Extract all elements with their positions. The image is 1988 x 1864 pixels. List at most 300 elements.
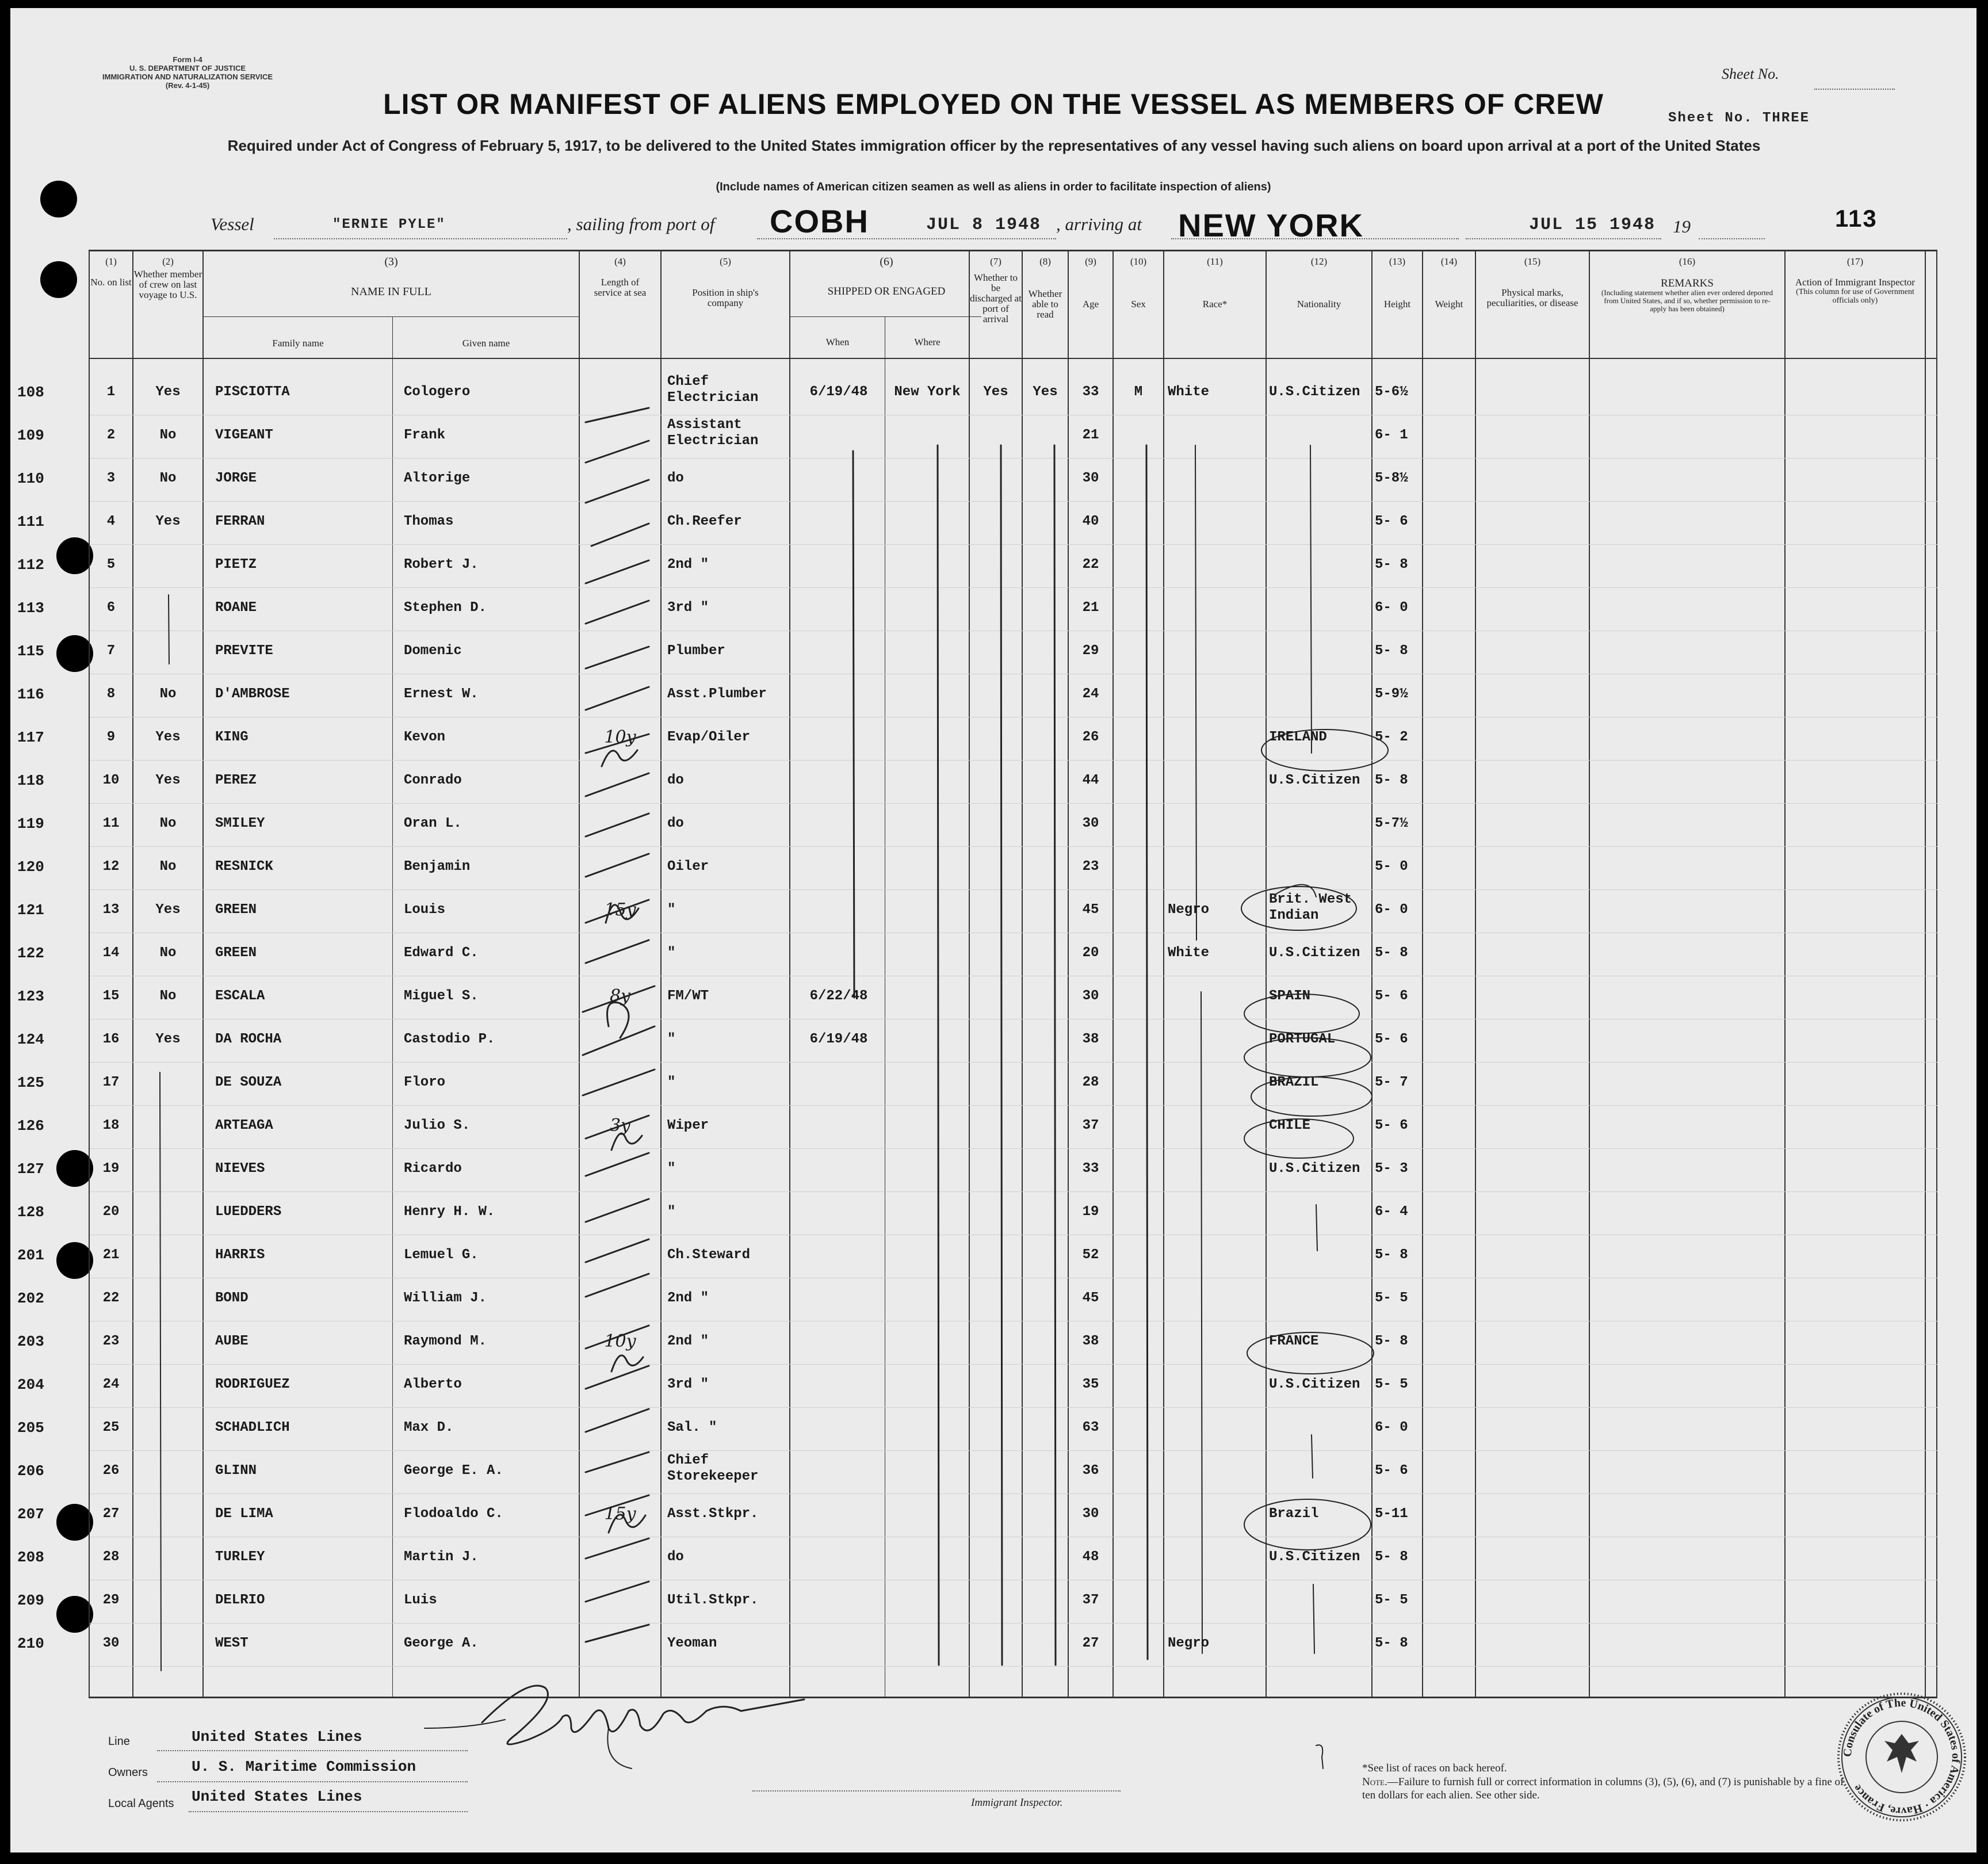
cell-prev: Yes [155, 773, 181, 788]
cell-age: 45 [1082, 902, 1099, 918]
cell-no: 16 [102, 1032, 120, 1047]
cell-age: 30 [1082, 816, 1099, 831]
cell-service: 15y [604, 1504, 636, 1524]
cell-family: BOND [215, 1290, 248, 1306]
cell-no: 13 [102, 902, 120, 918]
cell-position: Chief Storekeeper [667, 1453, 759, 1484]
cell-height: 5- 7 [1375, 1075, 1408, 1090]
cell-ref: 208 [17, 1549, 44, 1566]
col4-header: (4) Length of service at sea [594, 256, 647, 298]
cell-no: 17 [102, 1075, 120, 1090]
cell-ref: 201 [17, 1247, 44, 1264]
cell-service: 8y [609, 986, 631, 1006]
cell-family: TURLEY [215, 1549, 265, 1565]
cell-age: 37 [1082, 1592, 1099, 1608]
cell-ref: 119 [17, 815, 44, 832]
cell-nationality: IRELAND [1269, 729, 1327, 745]
col10-header: (10) Sex [1130, 256, 1147, 310]
cell-ref: 205 [17, 1419, 44, 1437]
cell-no: 23 [102, 1334, 120, 1349]
col6-header: (6) SHIPPED OR ENGAGED [827, 255, 946, 297]
col5-header: (5) Position in ship's company [692, 256, 759, 308]
cell-read: Yes [1033, 384, 1058, 400]
cell-given: Raymond M. [404, 1334, 487, 1349]
cell-age: 36 [1082, 1463, 1099, 1479]
arrival-date: JUL 15 1948 [1529, 215, 1656, 235]
cell-where: New York [894, 384, 961, 400]
cell-race: White [1168, 945, 1210, 961]
cell-position: Asst.Stkpr. [667, 1506, 759, 1522]
cell-height: 5- 8 [1375, 945, 1408, 961]
cell-ref: 118 [17, 772, 44, 789]
cell-given: Max D. [404, 1420, 454, 1435]
handwritten-marks [10, 8, 1976, 1852]
cell-ref: 204 [17, 1376, 44, 1393]
cell-no: 20 [102, 1204, 120, 1220]
form-number: Form I-4 [173, 55, 202, 64]
owners-label: Owners [108, 1766, 148, 1779]
cell-height: 5- 3 [1375, 1161, 1408, 1177]
cell-given: Flodoaldo C. [404, 1506, 503, 1522]
cell-height: 5-9½ [1375, 686, 1408, 702]
cell-family: ARTEAGA [215, 1118, 273, 1133]
cell-family: LUEDDERS [215, 1204, 282, 1220]
cell-position: 2nd " [667, 557, 709, 572]
cell-position: Plumber [667, 643, 725, 659]
department-name: U. S. DEPARTMENT OF JUSTICE [129, 64, 246, 72]
cell-given: Luis [404, 1592, 437, 1608]
cell-race: Negro [1168, 902, 1210, 918]
cell-position: Asst.Plumber [667, 686, 767, 702]
cell-nationality: PORTUGAL [1269, 1032, 1336, 1047]
cell-family: AUBE [215, 1334, 248, 1349]
cell-position: Sal. " [667, 1420, 717, 1435]
cell-family: PREVITE [215, 643, 273, 659]
include-note: (Include names of American citizen seamen as well as aliens in order to facilitate inspection of aliens) [716, 181, 1271, 193]
cell-family: GREEN [215, 902, 257, 918]
cell-position: Yeoman [667, 1636, 717, 1651]
to-port: NEW YORK [1178, 207, 1364, 243]
cell-given: Benjamin [404, 859, 471, 874]
cell-ref: 109 [17, 427, 44, 444]
cell-service: 10y [604, 727, 636, 747]
col14-header: (14) Weight [1435, 256, 1463, 310]
cell-position: " [667, 945, 676, 961]
cell-family: ESCALA [215, 988, 265, 1004]
cell-given: Martin J. [404, 1549, 479, 1565]
cell-position: 2nd " [667, 1290, 709, 1306]
cell-family: WEST [215, 1636, 248, 1651]
cell-given: Cologero [404, 384, 471, 400]
cell-height: 5- 8 [1375, 643, 1408, 659]
cell-service: 10y [604, 1331, 636, 1351]
cell-height: 6- 0 [1375, 902, 1408, 918]
cell-given: Oran L. [404, 816, 462, 831]
sheet-no-stamp: Sheet No. THREE [1668, 110, 1810, 126]
cell-height: 5- 6 [1375, 988, 1408, 1004]
cell-age: 35 [1082, 1377, 1099, 1392]
inspector-dots [752, 1790, 1121, 1792]
cell-given: Frank [404, 427, 446, 443]
cell-age: 21 [1082, 600, 1099, 616]
cell-no: 2 [106, 427, 116, 443]
cell-no: 6 [106, 600, 116, 616]
cell-family: SMILEY [215, 816, 265, 831]
cell-given: Alberto [404, 1377, 462, 1392]
cell-position: Assistant Electrician [667, 417, 759, 449]
cell-no: 10 [102, 773, 120, 788]
cell-family: DE LIMA [215, 1506, 273, 1522]
cell-prev: Yes [155, 514, 181, 529]
cell-ref: 206 [17, 1462, 44, 1480]
cell-given: Henry H. W. [404, 1204, 495, 1220]
cell-ref: 110 [17, 470, 44, 487]
line-dots [157, 1750, 468, 1751]
cell-height: 5- 8 [1375, 557, 1408, 572]
cell-family: RODRIGUEZ [215, 1377, 290, 1392]
owners-dots [157, 1781, 468, 1782]
cell-age: 38 [1082, 1032, 1099, 1047]
cell-no: 9 [106, 729, 116, 745]
cell-when: 6/19/48 [809, 1032, 868, 1047]
cell-service: 3y [609, 1116, 631, 1136]
cell-race: White [1168, 384, 1210, 400]
cell-height: 5- 6 [1375, 514, 1408, 529]
manifest-sheet [10, 8, 1976, 1852]
cell-age: 33 [1082, 384, 1099, 400]
cell-no: 14 [102, 945, 120, 961]
cell-height: 5- 8 [1375, 773, 1408, 788]
cell-position: Evap/Oiler [667, 729, 751, 745]
cell-nationality: U.S.Citizen [1269, 1377, 1360, 1392]
cell-position: " [667, 1204, 676, 1220]
cell-given: Conrado [404, 773, 462, 788]
cell-family: JORGE [215, 471, 257, 486]
cell-given: William J. [404, 1290, 487, 1306]
cell-family: KING [215, 729, 248, 745]
cell-family: D'AMBROSE [215, 686, 290, 702]
cell-no: 4 [106, 514, 116, 529]
cell-position: 3rd " [667, 600, 709, 616]
col3-header: (3) NAME IN FULL [351, 255, 431, 298]
cell-height: 5- 0 [1375, 859, 1408, 874]
cell-position: " [667, 1032, 676, 1047]
cell-given: Stephen D. [404, 600, 487, 616]
where-header: Where [914, 337, 941, 347]
cell-ref: 209 [17, 1592, 44, 1609]
cell-family: PISCIOTTA [215, 384, 290, 400]
col15-header: (15) Physical marks, peculiarities, or disease [1486, 256, 1578, 308]
cell-no: 8 [106, 686, 116, 702]
cell-nationality: U.S.Citizen [1269, 945, 1360, 961]
cell-prev: Yes [155, 1032, 181, 1047]
cell-age: 27 [1082, 1636, 1099, 1651]
col2-header: (2) Whether member of crew on last voyage to U.S. [133, 256, 202, 300]
cell-family: PEREZ [215, 773, 257, 788]
cell-ref: 117 [17, 729, 44, 746]
cell-prev: Yes [155, 902, 181, 918]
cell-ref: 112 [17, 556, 44, 574]
cell-given: Kevon [404, 729, 446, 745]
cell-height: 6- 0 [1375, 600, 1408, 616]
cell-given: Castodio P. [404, 1032, 495, 1047]
cell-no: 19 [102, 1161, 120, 1177]
cell-prev: Yes [155, 384, 181, 400]
cell-age: 63 [1082, 1420, 1099, 1435]
col13-header: (13) Height [1383, 256, 1411, 310]
cell-given: Thomas [404, 514, 454, 529]
cell-height: 6- 0 [1375, 1420, 1408, 1435]
cell-no: 11 [102, 816, 120, 831]
vessel-label: Vessel [211, 214, 254, 234]
cell-family: HARRIS [215, 1247, 265, 1263]
cell-given: Ernest W. [404, 686, 479, 702]
cell-sex: M [1134, 384, 1143, 400]
cell-age: 33 [1082, 1161, 1099, 1177]
cell-ref: 115 [17, 643, 44, 660]
page-number: 113 [1835, 205, 1878, 232]
cell-family: PIETZ [215, 557, 257, 572]
col12-header: (12) Nationality [1297, 256, 1341, 310]
cell-height: 6- 4 [1375, 1204, 1408, 1220]
cell-no: 26 [102, 1463, 120, 1479]
cell-position: do [667, 471, 684, 486]
cell-family: GLINN [215, 1463, 257, 1479]
cell-no: 28 [102, 1549, 120, 1565]
cell-ref: 126 [17, 1117, 44, 1135]
cell-position: 3rd " [667, 1377, 709, 1392]
given-name-header: Given name [462, 338, 510, 349]
cell-family: SCHADLICH [215, 1420, 290, 1435]
cell-given: Ricardo [404, 1161, 462, 1177]
cell-ref: 124 [17, 1031, 44, 1048]
line-value: United States Lines [192, 1728, 362, 1745]
cell-height: 5- 6 [1375, 1118, 1408, 1133]
cell-position: do [667, 816, 684, 831]
cell-when: 6/19/48 [809, 384, 868, 400]
cell-height: 5- 5 [1375, 1290, 1408, 1306]
cell-prev: No [159, 471, 177, 486]
cell-prev: No [159, 859, 177, 874]
cell-family: NIEVES [215, 1161, 265, 1177]
cell-position: do [667, 1549, 684, 1565]
cell-no: 18 [102, 1118, 120, 1133]
cell-ref: 123 [17, 988, 44, 1005]
cell-family: DE SOUZA [215, 1075, 282, 1090]
cell-given: Edward C. [404, 945, 479, 961]
cell-age: 28 [1082, 1075, 1099, 1090]
cell-height: 5- 5 [1375, 1592, 1408, 1608]
cell-age: 45 [1082, 1290, 1099, 1306]
cell-family: RESNICK [215, 859, 273, 874]
cell-ref: 125 [17, 1074, 44, 1091]
cell-ref: 202 [17, 1290, 44, 1307]
cell-given: Miguel S. [404, 988, 479, 1004]
cell-nationality: CHILE [1269, 1118, 1311, 1133]
arriving-label: , arriving at [1056, 214, 1142, 234]
cell-age: 40 [1082, 514, 1099, 529]
col11-header: (11) Race* [1202, 256, 1228, 310]
cell-age: 26 [1082, 729, 1099, 745]
cell-age: 44 [1082, 773, 1099, 788]
cell-position: " [667, 1161, 676, 1177]
cell-nationality: Brazil [1269, 1506, 1319, 1522]
cell-age: 19 [1082, 1204, 1099, 1220]
cell-age: 30 [1082, 1506, 1099, 1522]
col1-header: (1) No. on list [90, 256, 132, 288]
cell-height: 5-11 [1375, 1506, 1408, 1522]
cell-age: 23 [1082, 859, 1099, 874]
cell-ref: 111 [17, 513, 44, 530]
when-header: When [825, 337, 850, 347]
cell-no: 3 [106, 471, 116, 486]
cell-ref: 122 [17, 945, 44, 962]
cell-age: 37 [1082, 1118, 1099, 1133]
agents-value: United States Lines [192, 1788, 362, 1805]
cell-age: 30 [1082, 988, 1099, 1004]
inspector-label: Immigrant Inspector. [971, 1797, 1063, 1809]
cell-when: 6/22/48 [809, 988, 868, 1004]
cell-age: 52 [1082, 1247, 1099, 1263]
cell-height: 5- 8 [1375, 1334, 1408, 1349]
cell-nationality: Brit. West Indian [1269, 892, 1352, 923]
col7-header: (7) Whether to be discharged at port of arrival [970, 256, 1022, 324]
col9-header: (9) Age [1082, 256, 1099, 310]
cell-ref: 121 [17, 902, 44, 919]
cell-position: 2nd " [667, 1334, 709, 1349]
cell-age: 48 [1082, 1549, 1099, 1565]
cell-service: 15y [604, 900, 636, 920]
line-label: Line [108, 1735, 130, 1748]
cell-no: 7 [106, 643, 116, 659]
cell-no: 5 [106, 557, 116, 572]
cell-height: 5- 5 [1375, 1377, 1408, 1392]
cell-no: 29 [102, 1592, 120, 1608]
cell-given: Domenic [404, 643, 462, 659]
sheet-no-label: Sheet No. [1722, 66, 1779, 82]
cell-ref: 116 [17, 686, 44, 703]
cell-height: 6- 1 [1375, 427, 1408, 443]
sailing-label: , sailing from port of [567, 214, 715, 234]
agents-label: Local Agents [108, 1797, 174, 1810]
cell-prev: No [159, 686, 177, 702]
cell-given: Floro [404, 1075, 446, 1090]
cell-no: 22 [102, 1290, 120, 1306]
cell-nationality: U.S.Citizen [1269, 773, 1360, 788]
cell-race: Negro [1168, 1636, 1210, 1651]
cell-nationality: U.S.Citizen [1269, 1161, 1360, 1177]
cell-family: DELRIO [215, 1592, 265, 1608]
cell-no: 1 [106, 384, 116, 400]
cell-given: Louis [404, 902, 446, 918]
cell-height: 5- 2 [1375, 729, 1408, 745]
cell-ref: 113 [17, 599, 44, 617]
from-port: COBH [770, 203, 869, 239]
cell-height: 5- 8 [1375, 1247, 1408, 1263]
cell-age: 22 [1082, 557, 1099, 572]
seal-text: Consulate of The United States of America · Havre, France [1841, 1696, 1963, 1818]
form-revision: (Rev. 4-1-45) [165, 81, 210, 90]
cell-given: Lemuel G. [404, 1247, 479, 1263]
cell-ref: 120 [17, 858, 44, 876]
cell-age: 24 [1082, 686, 1099, 702]
cell-nationality: SPAIN [1269, 988, 1311, 1004]
requirement-text: Required under Act of Congress of February 5, 1917, to be delivered to the United States immigration officer by the representatives of any vessel having such aliens on board upon arrival at a port of the United States [227, 137, 1761, 154]
cell-nationality: U.S.Citizen [1269, 1549, 1360, 1565]
cell-height: 5-7½ [1375, 816, 1408, 831]
cell-prev: Yes [155, 729, 181, 745]
cell-family: FERRAN [215, 514, 265, 529]
cell-ref: 127 [17, 1160, 44, 1178]
cell-ref: 128 [17, 1204, 44, 1221]
year-label: 19 [1673, 216, 1691, 236]
cell-nationality: U.S.Citizen [1269, 384, 1360, 400]
penalty-note: Note.—Failure to furnish full or correct information in columns (3), (5), (6), and (7) is punishable by a fine of ten dollars for each alien. See other side. [1362, 1776, 1844, 1801]
cell-position: FM/WT [667, 988, 709, 1004]
cell-ref: 203 [17, 1333, 44, 1350]
cell-height: 5- 6 [1375, 1032, 1408, 1047]
cell-position: Ch.Reefer [667, 514, 742, 529]
col17-header: (17) Action of Immigrant Inspector (This column for use of Government officials only) [1795, 256, 1916, 305]
cell-family: ROANE [215, 600, 257, 616]
family-name-header: Family name [272, 338, 324, 349]
cell-age: 21 [1082, 427, 1099, 443]
cell-no: 21 [102, 1247, 120, 1263]
cell-age: 38 [1082, 1334, 1099, 1349]
cell-prev: No [159, 988, 177, 1004]
cell-no: 15 [102, 988, 120, 1004]
col8-header: (8) Whether able to read [1028, 256, 1062, 320]
cell-nationality: BRAZIL [1269, 1075, 1319, 1090]
cell-given: Altorige [404, 471, 471, 486]
cell-no: 24 [102, 1377, 120, 1392]
owners-value: U. S. Maritime Commission [192, 1758, 416, 1775]
eagle-icon [1884, 1734, 1919, 1773]
sailing-date: JUL 8 1948 [926, 215, 1042, 235]
manifest-title: LIST OR MANIFEST OF ALIENS EMPLOYED ON THE VESSEL AS MEMBERS OF CREW [383, 88, 1604, 120]
cell-family: VIGEANT [215, 427, 273, 443]
cell-height: 5- 6 [1375, 1463, 1408, 1479]
cell-position: " [667, 1075, 676, 1090]
cell-ref: 108 [17, 384, 44, 401]
cell-position: Ch.Steward [667, 1247, 751, 1263]
consulate-seal [1833, 1688, 1971, 1826]
cell-height: 5-6½ [1375, 384, 1408, 400]
cell-ref: 207 [17, 1506, 44, 1523]
cell-position: Util.Stkpr. [667, 1592, 759, 1608]
cell-no: 25 [102, 1420, 120, 1435]
cell-given: George A. [404, 1636, 479, 1651]
cell-prev: No [159, 945, 177, 961]
cell-height: 5- 8 [1375, 1549, 1408, 1565]
col16-header: (16) REMARKS (Including statement whether alien ever ordered deported from United States, and if so, whether permission to re-apply has been obtained) [1601, 256, 1773, 313]
cell-position: " [667, 902, 676, 918]
cell-prev: No [159, 427, 177, 443]
cell-age: 20 [1082, 945, 1099, 961]
service-name: IMMIGRATION AND NATURALIZATION SERVICE [102, 72, 273, 81]
cell-given: Julio S. [404, 1118, 471, 1133]
cell-given: George E. A. [404, 1463, 503, 1479]
cell-no: 27 [102, 1506, 120, 1522]
cell-age: 29 [1082, 643, 1099, 659]
cell-prev: No [159, 816, 177, 831]
cell-discharged: Yes [983, 384, 1008, 400]
agents-dots [189, 1811, 468, 1812]
cell-height: 5-8½ [1375, 471, 1408, 486]
cell-position: Chief Electrician [667, 374, 759, 406]
cell-ref: 210 [17, 1635, 44, 1652]
cell-family: DA ROCHA [215, 1032, 282, 1047]
